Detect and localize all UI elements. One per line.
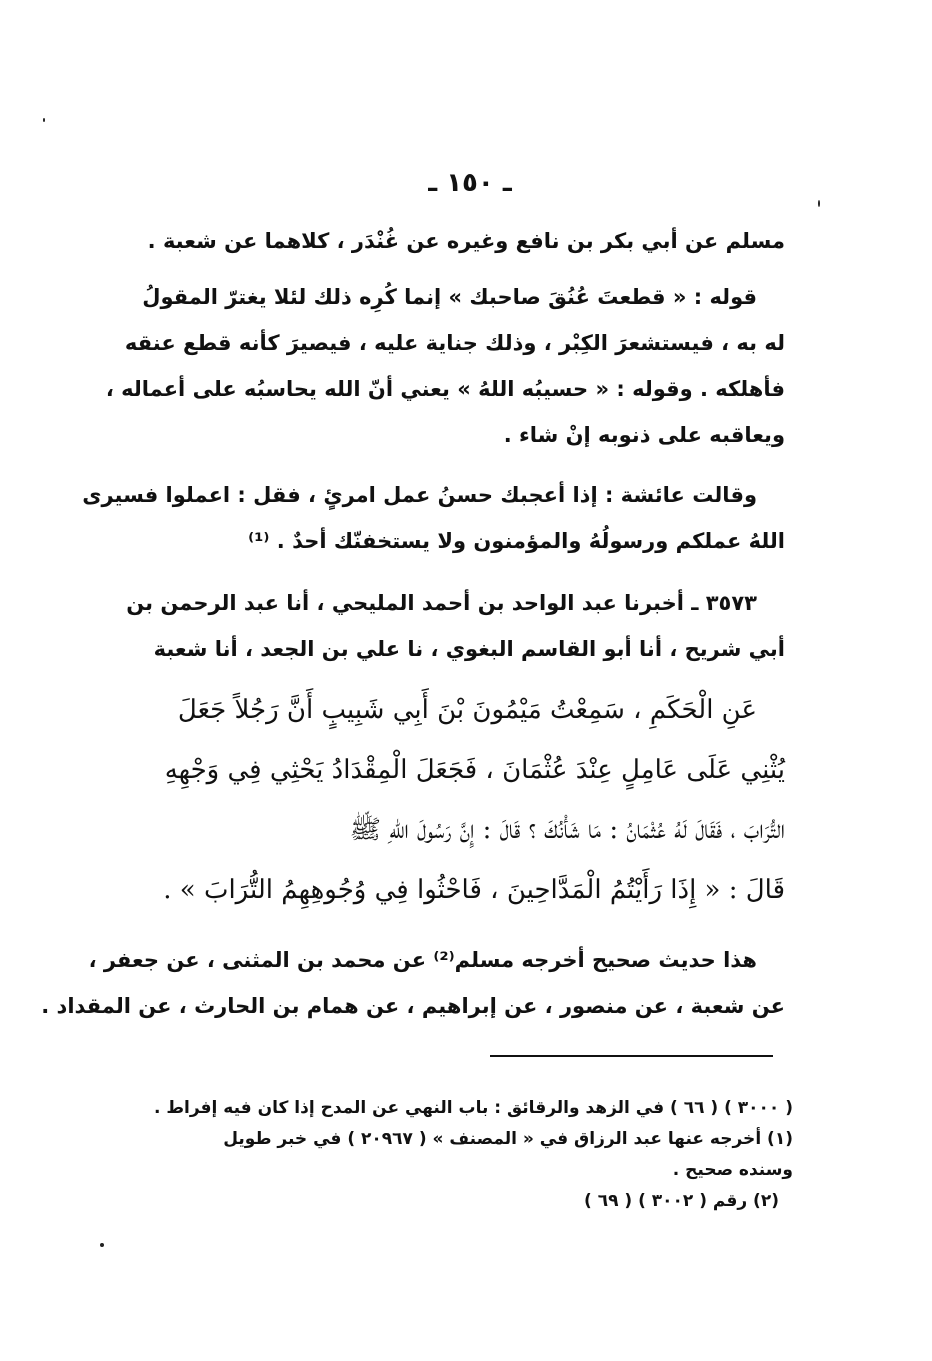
text-line: مسلم عن أبي بكر بن نافع وغيره عن غُنْدَر ، كلاهما عن شعبة . xyxy=(147,229,785,253)
text-line: هذا حديث صحيح أخرجه مسلم⁽²⁾ عن محمد بن المثنى ، عن جعفر ، xyxy=(88,948,757,972)
paragraph-commentary xyxy=(105,274,785,458)
paragraph-authentication xyxy=(41,937,785,1029)
text-line: له به ، فيستشعرَ الكِبْر ، وذلك جناية عليه ، فيصيرَ كأنه قطع عنقه xyxy=(124,331,785,355)
hadith-line: عَنِ الْحَكَمِ ، سَمِعْتُ مَيْمُونَ بْنَ أَبِي شَبِيبٍ أَنَّ رَجُلاً جَعَلَ xyxy=(177,695,757,725)
footnote-line: (١) أخرجه عنها عبد الرزاق في « المصنف » ( ٢٠٩٦٧ ) في خبر طويل xyxy=(223,1129,793,1149)
text-line: عن شعبة ، عن منصور ، عن إبراهيم ، عن همام بن الحارث ، عن المقداد . xyxy=(41,994,785,1018)
page-number: ـ ١٥٠ ـ xyxy=(428,168,512,198)
hadith-text xyxy=(130,680,785,920)
scan-speck xyxy=(100,1243,104,1247)
scan-speck xyxy=(43,118,45,122)
footnote-divider xyxy=(490,1055,773,1057)
text-line: قوله : « قطعتَ عُنُقَ صاحبك » إنما كُرِه ذلك لئلا يغترّ المقولُ xyxy=(142,285,757,309)
text-line: ٣٥٧٣ ـ أخبرنا عبد الواحد بن أحمد المليحي ، أنا عبد الرحمن بن xyxy=(126,591,757,615)
paragraph-isnad xyxy=(126,580,785,672)
text-line: ويعاقبه على ذنوبه إنْ شاء . xyxy=(503,423,785,447)
footnote-line: وسنده صحيح . xyxy=(672,1160,793,1180)
paragraph-aisha-quote xyxy=(82,472,785,564)
text-line: اللهُ عملكم ورسولُهُ والمؤمنون ولا يستخفنّك أحدٌ . ⁽¹⁾ xyxy=(248,529,785,553)
hadith-line: قَالَ : « إِذَا رَأَيْتُمُ الْمَدَّاحِينَ ، فَاحْثُوا فِي وُجُوهِهِمُ التُّرَابَ » . xyxy=(163,875,785,905)
footnote-line: ( ٣٠٠٠ ) ( ٦٦ ) في الزهد والرقائق : باب النهي عن المدح إذا كان فيه إفراط . xyxy=(153,1098,793,1118)
paragraph-continuation xyxy=(130,218,785,264)
hadith-line: يُثْنِي عَلَى عَامِلٍ عِنْدَ عُثْمَانَ ، فَجَعَلَ الْمِقْدَادُ يَحْثِي فِي وَجْهِهِ xyxy=(164,755,785,785)
scan-speck xyxy=(818,200,820,207)
text-line: أبي شريح ، أنا أبو القاسم البغوي ، نا علي بن الجعد ، أنا شعبة xyxy=(153,637,785,661)
footnote-line: (٢) رقم ( ٣٠٠٢ ) ( ٦٩ ) xyxy=(584,1191,779,1211)
text-line: وقالت عائشة : إذا أعجبك حسنُ عمل امرئٍ ، فقل : اعملوا فسيرى xyxy=(82,483,757,507)
text-line: فأهلكه . وقوله : « حسيبُه اللهُ » يعني أنّ الله يحاسبُه على أعماله ، xyxy=(105,377,785,401)
footnotes xyxy=(125,1093,793,1217)
hadith-line: التُّرَابَ ، فَقَالَ لَهُ عُثْمَانُ : مَا شَأْنُكَ ؟ قَالَ : إِنَّ رَسُولَ اللهِ ﷺ xyxy=(349,815,785,845)
